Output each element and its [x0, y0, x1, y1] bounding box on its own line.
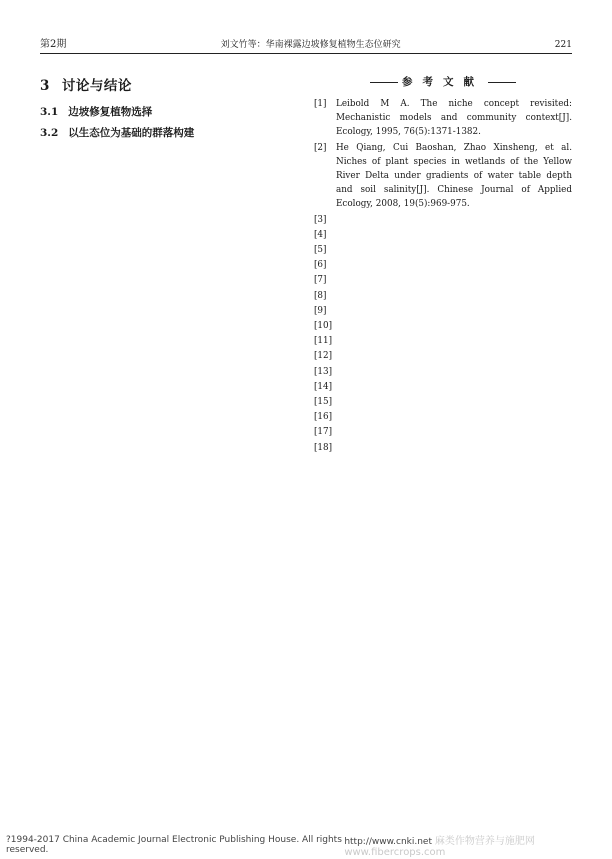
reference-item — [314, 141, 572, 212]
right-column — [314, 74, 572, 834]
reference-text — [336, 258, 572, 272]
reference-list — [314, 97, 572, 455]
section-heading — [40, 74, 304, 94]
reference-item — [314, 380, 572, 394]
reference-item — [314, 273, 572, 287]
reference-item — [314, 441, 572, 455]
reference-number: [8] — [314, 290, 327, 301]
reference-item — [314, 213, 572, 227]
reference-text — [336, 410, 572, 424]
reference-number: [9] — [314, 305, 327, 316]
subsection-heading-1 — [40, 104, 304, 119]
subsection-number-1: 3.1 — [40, 106, 59, 118]
reference-number: [15] — [314, 397, 333, 408]
reference-item — [314, 228, 572, 242]
reference-number: [17] — [314, 427, 333, 438]
references-heading: 参考文献 — [314, 74, 572, 89]
site-link[interactable]: http://www.cnki.net — [344, 837, 432, 847]
reference-text — [336, 319, 572, 333]
reference-text — [336, 380, 572, 394]
reference-number: [7] — [314, 275, 327, 286]
reference-number: [14] — [314, 381, 333, 392]
reference-number: [3] — [314, 214, 327, 225]
section-title: 讨论与结论 — [61, 78, 132, 94]
reference-item — [314, 304, 572, 318]
left-column — [40, 74, 304, 834]
page-number: 221 — [554, 40, 572, 50]
reference-number: [10] — [314, 321, 333, 332]
reference-text — [336, 441, 572, 455]
reference-text: He Qiang, Cui Baoshan, Zhao Xinsheng, et al. Niches of plant species in wetlands of the Yellow River Delta under gradients of water table depth and soil salinity[J]. Chinese Journal of Applied Ecology, 2008, 19(5):969-975. — [336, 142, 572, 210]
reference-text — [336, 349, 572, 363]
reference-item — [314, 334, 572, 348]
running-header — [40, 30, 572, 54]
reference-number: [6] — [314, 260, 327, 271]
reference-text: Leibold M A. The niche concept revisited: Mechanistic models and community context[J]. Ecology, 1995, 76(5):1371-1382. — [336, 99, 572, 138]
reference-text — [336, 273, 572, 287]
reference-text — [336, 243, 572, 257]
reference-number: [16] — [314, 412, 333, 423]
reference-text — [336, 304, 572, 318]
section-number: 3 — [40, 78, 50, 94]
issue-label: 第2期 — [40, 39, 67, 50]
reference-item — [314, 97, 572, 140]
reference-text — [336, 425, 572, 439]
reference-number: [2] — [314, 142, 327, 153]
reference-item — [314, 349, 572, 363]
subsection-heading-2 — [40, 125, 304, 140]
reference-text — [336, 213, 572, 227]
reference-item — [314, 425, 572, 439]
reference-number: [5] — [314, 245, 327, 256]
watermark-text: 麻类作物营养与施肥网 www.fibercrops.com — [344, 836, 535, 858]
reference-number: [13] — [314, 366, 333, 377]
reference-item — [314, 319, 572, 333]
running-title: 刘文竹等：华南裸露边坡修复植物生态位研究 — [220, 40, 401, 50]
reference-text — [336, 289, 572, 303]
reference-text — [336, 334, 572, 348]
reference-number: [11] — [314, 336, 333, 347]
page-footer — [6, 835, 606, 858]
copyright-notice: ?1994-2017 China Academic Journal Electronic Publishing House. All rights reserved. — [6, 835, 342, 855]
reference-text — [336, 228, 572, 242]
subsection-title-1: 边坡修复植物选择 — [68, 106, 153, 118]
reference-item — [314, 243, 572, 257]
reference-item — [314, 395, 572, 409]
reference-item — [314, 410, 572, 424]
reference-number: [1] — [314, 99, 327, 109]
reference-number: [18] — [314, 442, 333, 453]
reference-item — [314, 289, 572, 303]
reference-item — [314, 258, 572, 272]
reference-item — [314, 365, 572, 379]
subsection-title-2: 以生态位为基础的群落构建 — [68, 127, 195, 139]
reference-number: [12] — [314, 351, 333, 362]
reference-text — [336, 395, 572, 409]
subsection-number-2: 3.2 — [40, 127, 59, 139]
reference-text — [336, 365, 572, 379]
reference-number: [4] — [314, 229, 327, 240]
